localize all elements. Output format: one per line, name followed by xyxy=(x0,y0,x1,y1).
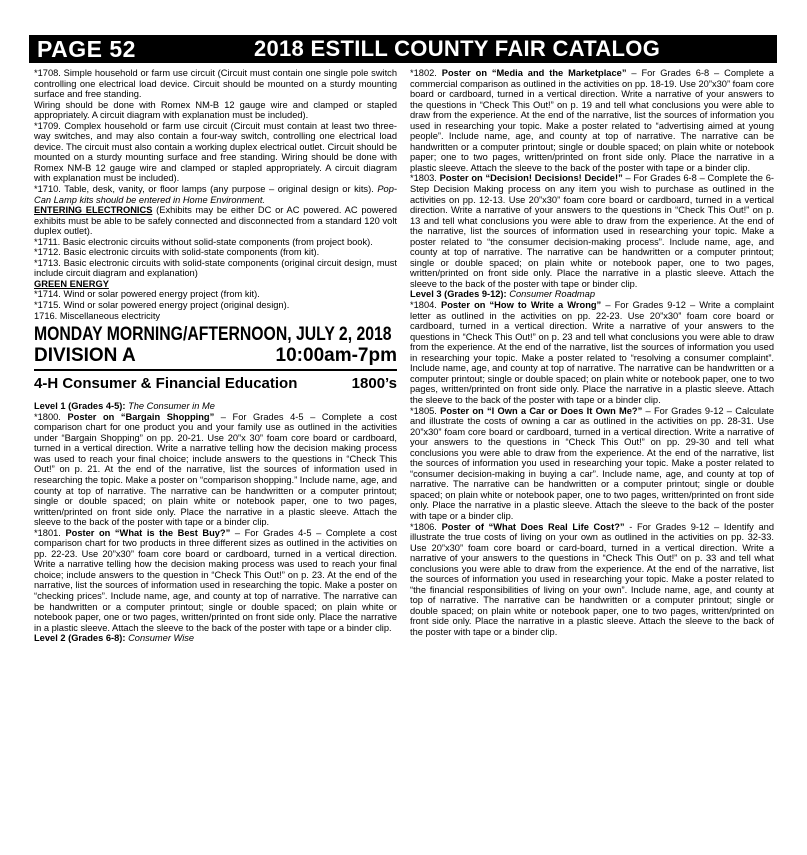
entry-1805-title: Poster on “I Own a Car or Does It Own Me?” xyxy=(440,405,643,416)
entering-electronics xyxy=(34,205,397,237)
category-title: 4-H Consumer & Financial Education xyxy=(34,375,298,393)
entry-1801-title: Poster on “What is the Best Buy?” xyxy=(65,527,231,538)
level-3-label: Level 3 (Grades 9-12): xyxy=(410,289,507,300)
entry-1715: *1715. Wind or solar powered energy project (original design). xyxy=(34,300,290,311)
entry-1801-text: – For Grades 4-5 – Complete a cost comparison chart for two products in three different sizes as outlined in the activities on pp. 22-23. Use 20”x30” foam core board or cardboard, turned in a vertical direction. Write a narrative telling how the decision making process was used to reach your final choice; include answers to the question in “Check This Out!” on p. 23. At the end of the narrative, list the sources of information used in researching the topic. Make a poster on “checking prices”. Include name, age, and county at top of narrative. The narrative can be handwritten or a computer printout; single or double spaced; on plain white or notebook paper, one or two pages, written/printed on front side only. Place the narrative in a plastic sleeve. Attach the sleeve to the back of the poster with tape or a binder clip. xyxy=(34,527,397,633)
entry-1801-number: *1801. xyxy=(34,527,61,538)
level-1-label: Level 1 (Grades 4-5): xyxy=(34,401,126,412)
entry-1713: *1713. Basic electronic circuits with solid-state components (original circuit design, must include circuit diagram and explanation) xyxy=(34,257,397,279)
entry-1710-text: *1710. Table, desk, vanity, or floor lamps (any purpose – original design or kits). xyxy=(34,184,374,195)
entering-electronics-text: (Exhibits may be either DC or AC powered. AC powered exhibits must be able to be safely connected and disconnected from a standard 120 volt duplex outlet). xyxy=(34,205,397,237)
entry-1804-text: – For Grades 9-12 – Write a complaint letter as outlined in the activities on pp. 22-23. Use 20”x30” foam core board or cardboard, turned in a vertical direction. Write a narrative of your answers to the questions in “Check This Out!” on p. 23 and tell what conclusions you were able to draw from the experience. At the end of the narrative, list the sources of information you used in researching your topic. Make a poster related to “resolving a consumer complaint”. Include name, age, and county at top of narrative. The narrative can be handwritten or a computer printout; single or double spaced; on plain white or notebook paper, one to two pages, written/printed on front side only. Place the narrative in a plastic sleeve. Attach the sleeve to the back of the poster with tape or a binder clip. xyxy=(410,300,774,405)
entry-1710 xyxy=(34,184,397,205)
page-number: PAGE 52 xyxy=(37,35,136,62)
entry-1716: 1716. Miscellaneous electricity xyxy=(34,310,161,321)
entry-1708-wiring: Wiring should be done with Romex NM-B 12 gauge wire and clamped or stapled appropriately. A circuit diagram with explanation must be included). xyxy=(34,99,397,121)
entry-1803-text: – For Grades 6-8 – Complete the 6-Step Decision Making process on any item you wish to purchase as outlined in the activities on pp. 12-13. Use 20”x30” foam core board or cardboard, turned in a vertical direction. Write a narrative of your answers to the questions in “Check This Out!” on p. 13 and tell what conclusions you were able to draw from the experience. At the end of the narrative, list the sources of information used in researching your topic. Make a poster related to “the consumer decision-making process”. Include name, age, and county at top of narrative. The narrative can be handwritten or a computer printout; single or double spaced; on plain white or notebook paper, one to two pages, written/printed on front side only. Place the narrative in a plastic sleeve. Attach the sleeve to the back of the poster with tape or binder clip. xyxy=(410,173,774,289)
entry-1801 xyxy=(34,528,397,633)
entry-1806-title: Poster of “What Does Real Life Cost?” xyxy=(441,521,625,532)
entry-1806-text: - For Grades 9-12 – Identify and illustrate the true costs of living on your own as outlined in the activities on pp. 32-33. Use 20”x30” foam core board or card-board, turned in a vertical direction. Write a narrative of your answers to the questions in “Check This Out!” on p. 33 and tell what conclusions you were able to draw from the experience. At the end of the narrative, list the sources of information you used in researching your topic. Make a poster related to “the financial responsibilities of living on your own”. Include name, age, and county at top of narrative. The narrative can be handwritten or a computer printout; single or double spaced; on plain white or notebook paper, one to two pages, written/printed on front side only. Place the narrative in a plastic sleeve. Attach the sleeve to the back of the poster with tape or a binder clip. xyxy=(410,521,774,637)
green-energy-heading xyxy=(34,279,397,290)
entry-1714: *1714. Wind or solar powered energy project (from kit). xyxy=(34,289,260,300)
section-heading-green-energy: GREEN ENERGY xyxy=(34,278,109,289)
entry-1806-number: *1806. xyxy=(410,521,437,532)
entry-1803 xyxy=(410,173,774,289)
level-3-subtitle: Consumer Roadmap xyxy=(509,289,596,300)
level-1-subtitle: The Consumer in Me xyxy=(128,401,215,412)
entry-1708: *1708. Simple household or farm use circuit (Circuit must contain one single pole switch controlling one electrical load device. Circuit should be mounted on a sturdy mounting surface and free standing. xyxy=(34,68,397,100)
category-row xyxy=(34,375,397,393)
section-heading-electronics: ENTERING ELECTRONICS xyxy=(34,205,153,216)
entry-1803-title: Poster on “Decision! Decisions! Decide!” xyxy=(439,173,623,184)
entry-1709: *1709. Complex household or farm use circuit (Circuit must contain at least two three-way switches, and may also contain a four-way switch, controlling one electrical load device. The circuit must also contain a working duplex electrical outlet. Circuit should be mounted on a sturdy mounting surface and free standing. Wiring should be done with Romex NM-B 12 gauge wire and clamped or stapled appropriately. A circuit diagram with explanation must be included). xyxy=(34,120,397,184)
entry-1802-title: Poster on “Media and the Marketplace” xyxy=(441,68,627,78)
level-2-heading xyxy=(34,633,397,644)
entry-1711: *1711. Basic electronic circuits without solid-state components (from project book). xyxy=(34,236,373,247)
level-3-heading xyxy=(410,289,774,300)
entry-1804 xyxy=(410,300,774,405)
division-label: DIVISION A xyxy=(34,345,136,367)
entry-1800 xyxy=(34,412,397,528)
entry-1804-number: *1804. xyxy=(410,300,437,311)
entry-1805-text: – For Grades 9-12 – Calculate and illustrate the costs of owning a car as outlined in the activities on pp. 28-31. Use 20”x30” foam core board or cardboard, turned in a vertical direction. Write a narrative of your answers to the questions in “Check This Out!” on pp. 29-30 and tell what conclusions you were able to draw from the experience. At the end of the narrative, list the sources of information you used in researching your topic. Make a poster related to “consumer decision-making in buying a car”. Include name, age, and county at top of narrative. The narrative can be handwritten or a computer printout; single or double spaced; on plain white or notebook paper, one to two pages, written/printed on front side only. Place the narrative in a plastic sleeve. Attach the sleeve to the back of the poster with tape or a binder clip. xyxy=(410,405,775,521)
right-column xyxy=(410,68,774,638)
divider xyxy=(34,369,397,371)
entry-1800-title: Poster on “Bargain Shopping” xyxy=(67,411,215,422)
level-2-subtitle: Consumer Wise xyxy=(128,633,195,644)
entry-1800-text: – For Grades 4-5 – Complete a cost comparison chart for one product you and your family use as outlined in the activities under “Bargain Shopping” on pp. 20-21. Use 20”x 30” foam core board or cardboard, turned in a vertical direction. Write a narrative telling how the decision making process was used to reach your final choice; include answers to the questions in “Check This Out!” on p. 21. At the end of the narrative, list the sources of information used in researching the topic. Make a poster on “comparison shopping.” Include name, age, and county at top of narrative. The narrative can be handwritten or a computer printout; single or double spaced; on plain white or notebook paper, one to two pages, written/printed on front side only. Place the narrative in a plastic sleeve. Attach the sleeve to the back of the poster with tape or a binder clip. xyxy=(34,411,397,528)
page-header xyxy=(29,35,777,63)
entry-1712: *1712. Basic electronic circuits with solid-state components (from kit). xyxy=(34,247,320,258)
entry-1802-number: *1802. xyxy=(410,68,437,78)
division-time: 10:00am-7pm xyxy=(275,345,397,367)
entry-1802-text: – For Grades 6-8 – Complete a commercial comparison as outlined in the activities on pp. 18-19. Use 20”x30” foam core board or cardboard, turned in a vertical direction. Write a narrative of your answers to the questions in “Check This Out!” on p. 19 and tell what conclusions you were able to draw from the experience. At the end of the narrative, list the sources of information you used in researching your topic. Make a poster related to “advertising aimed at young people”. Include name, age, and county at top of narrative. The narrative can be handwritten or a computer printout; single or double spaced; on plain white or notebook paper; one to two pages, written/printed on front side only. Place the narrative in a plastic sleeve. Attach the sleeve to the back of the poster with tape or a binder clip. xyxy=(410,68,774,173)
entry-1802 xyxy=(410,68,774,173)
entry-1806 xyxy=(410,522,774,638)
entry-1804-title: Poster on “How to Write a Wrong” xyxy=(441,300,602,311)
catalog-title: 2018 ESTILL COUNTY FAIR CATALOG xyxy=(253,36,661,61)
entry-1805-number: *1805. xyxy=(410,405,437,416)
entry-1710-note: Pop-Can Lamp kits should be entered in Home Environment. xyxy=(34,184,397,205)
category-code: 1800’s xyxy=(351,375,397,393)
entry-1800-number: *1800. xyxy=(34,411,61,422)
entry-1803-number: *1803. xyxy=(410,173,437,184)
left-column xyxy=(34,68,397,644)
schedule-date: MONDAY MORNING/AFTERNOON, JULY 2, 2018 xyxy=(34,324,392,346)
level-1-heading xyxy=(34,401,397,412)
entry-1805 xyxy=(410,406,774,522)
level-2-label: Level 2 (Grades 6-8): xyxy=(34,633,126,644)
division-row xyxy=(34,345,397,367)
